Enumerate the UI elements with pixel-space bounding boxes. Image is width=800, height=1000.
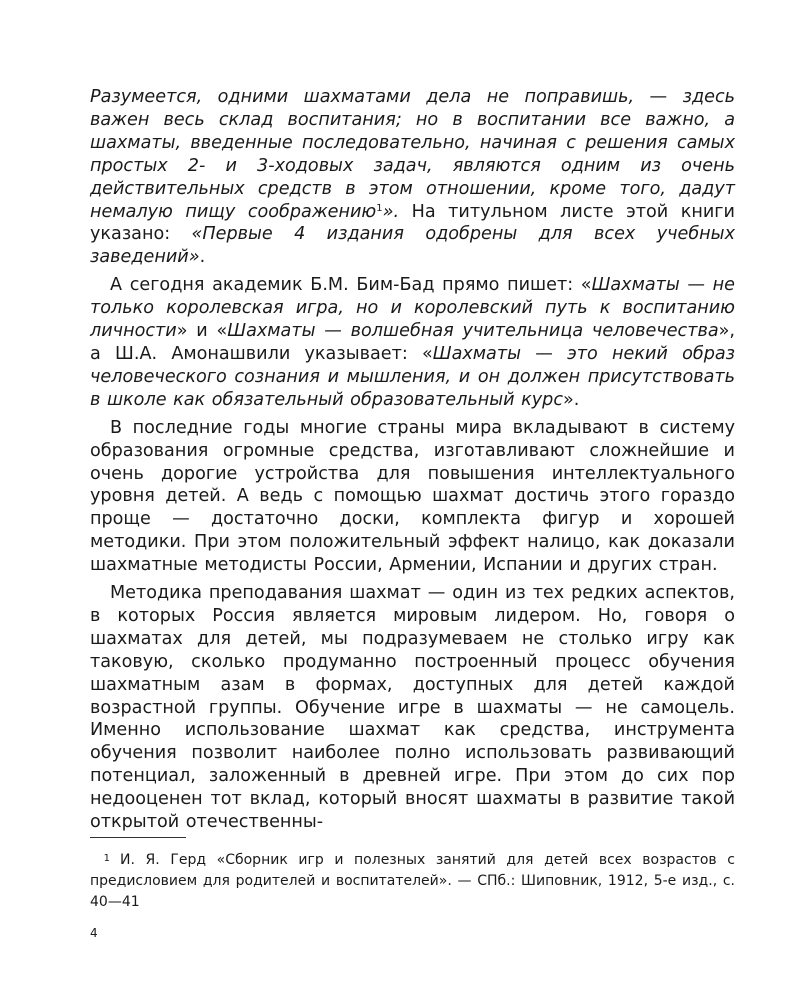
text-run: А сегодня академик Б.М. Бим-Бад прямо пишет: « bbox=[110, 275, 592, 296]
italic-text: «Первые 4 издания одобрены для всех учебных заведений» bbox=[90, 224, 735, 268]
italic-text: Шахматы — волшебная учительница человечества bbox=[227, 321, 719, 342]
text-run: Методика преподавания шахмат — один из тех редких аспектов, в которых Россия является мировым лидером. Но, говоря о шахматах для детей, мы подразумеваем не столько игру как таковую, сколько продуманно построенный процесс обучения шахматным азам в формах, доступных для детей каждой возрастной группы. Обучение игре в шахматы — не самоцель. Именно использование шахмат как средства, инструмента обучения позволит наиболее полно использовать развивающий потенциал, заложенный в древней игре. При этом до сих пор недооценен тот вклад, который вносят шахматы в развитие такой открытой отечественны- bbox=[90, 583, 735, 833]
italic-text: Шахматы — не только королевская игра, но и королевский путь к воспитанию личности bbox=[90, 275, 735, 342]
text-run: . bbox=[199, 247, 206, 268]
footnote-divider bbox=[90, 837, 186, 838]
text-run: », а Ш.А. Амонашвили указывает: « bbox=[90, 321, 735, 364]
footnote-reference: 1 bbox=[376, 202, 383, 214]
paragraph bbox=[90, 274, 735, 411]
text-run: В последние годы многие страны мира вкладывают в систему образования огромные средства, изготавливают сложнейшие и очень дорогие устройства для повышения интеллектуального уровня детей. А ведь с помощью шахмат достичь этого гораздо проще — достаточно доски, комплекта фигур и хорошей методики. При этом положительный эффект налицо, как доказали шахматные методисты России, Армении, Испании и других стран. bbox=[90, 417, 735, 576]
text-run: ». bbox=[563, 389, 580, 410]
italic-text: Шахматы — это некий образ человеческого сознания и мышления, и он должен присутствовать в школе как обязательный образовательный курс bbox=[90, 343, 735, 410]
paragraph bbox=[90, 582, 735, 834]
page-body bbox=[90, 86, 735, 834]
footnote-text: И. Я. Герд «Сборник игр и полезных занятий для детей всех возрастов с предисловием для родителей и воспитателей». — СПб.: Шиповник, 1912, 5-е изд., с. 40—41 bbox=[90, 852, 735, 910]
italic-text: ». bbox=[382, 201, 400, 222]
page-number: 4 bbox=[90, 926, 98, 940]
paragraph bbox=[90, 417, 735, 577]
main-text bbox=[90, 86, 735, 834]
footnote-marker: 1 bbox=[103, 853, 110, 864]
text-run: На титульном листе этой книги указано: bbox=[90, 201, 735, 245]
text-run: » и « bbox=[176, 321, 228, 342]
paragraph bbox=[90, 86, 735, 269]
footnote bbox=[90, 848, 735, 913]
italic-text: Разумеется, одними шахматами дела не поправишь, — здесь важен весь склад воспитания; но в воспитании все важно, а шахматы, введенные последовательно, начиная с решения самых простых 2- и 3-ходовых задач, являются одним из очень действительных средств в этом отношении, кроме того, дадут немалую пищу соображению bbox=[90, 87, 735, 222]
